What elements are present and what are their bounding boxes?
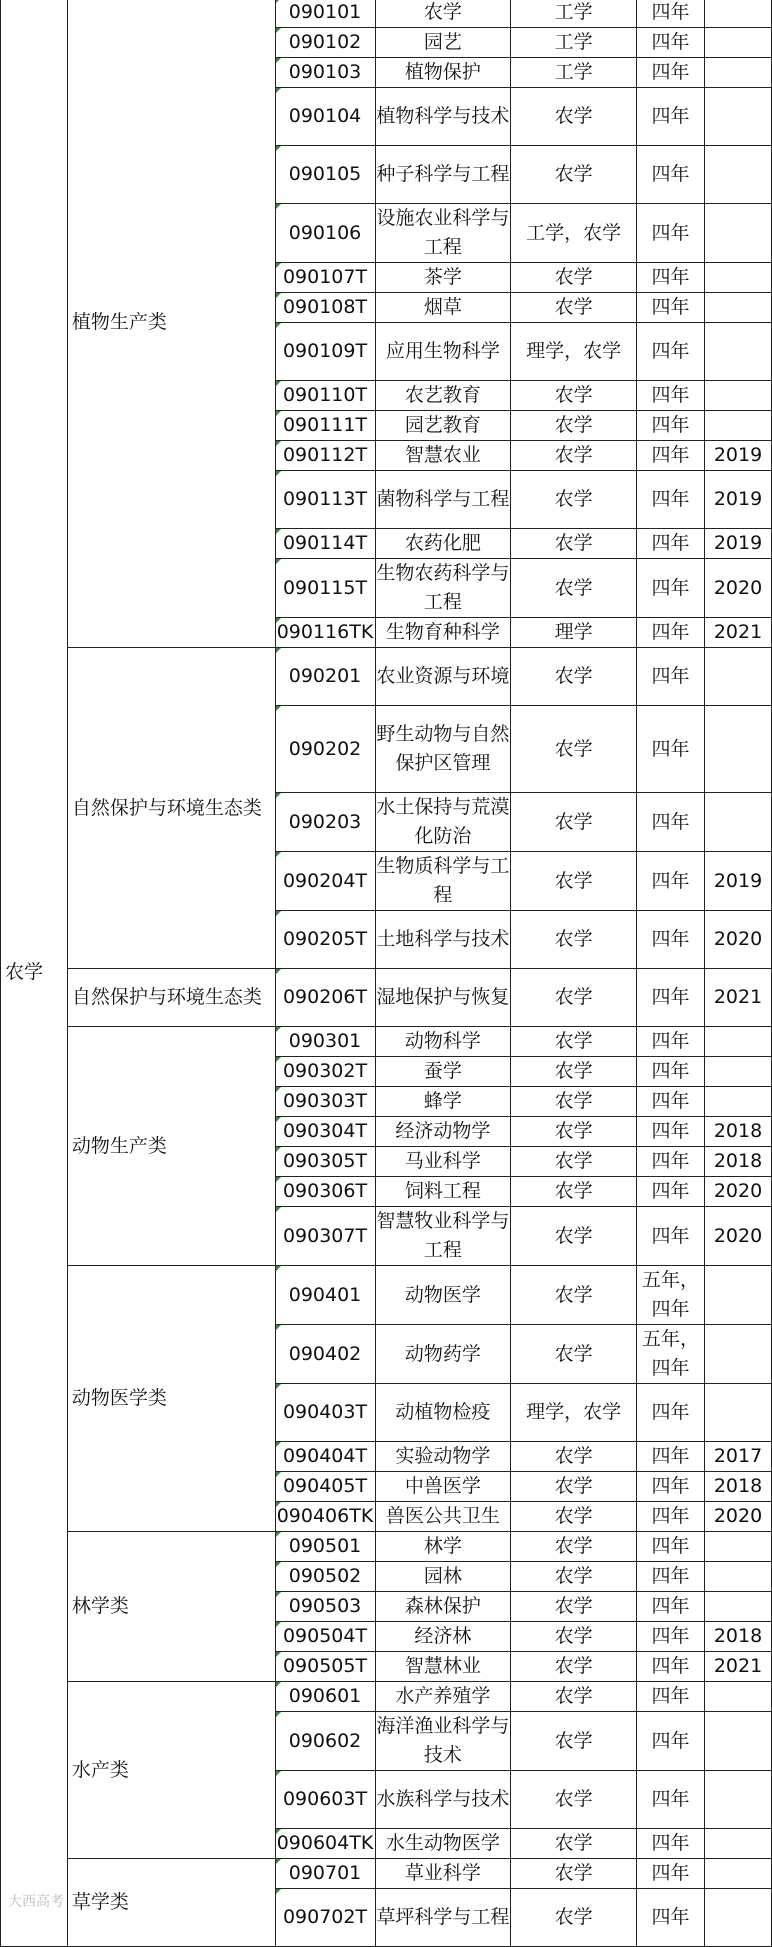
year-added-cell bbox=[705, 411, 772, 441]
corner-mark-icon bbox=[276, 706, 281, 711]
corner-mark-icon bbox=[276, 1057, 281, 1062]
degree-cell: 理学 bbox=[511, 618, 637, 648]
degree-cell: 农学 bbox=[511, 1502, 637, 1532]
table-row bbox=[1, 1266, 772, 1325]
name-cell: 蜂学 bbox=[375, 1087, 511, 1117]
years-cell: 四年 bbox=[637, 323, 705, 381]
year-added-cell: 2019 bbox=[705, 471, 772, 529]
corner-mark-icon bbox=[276, 1207, 281, 1212]
corner-mark-icon bbox=[276, 1325, 281, 1330]
degree-cell: 农学 bbox=[511, 381, 637, 411]
name-cell: 生物质科学与工程 bbox=[375, 852, 511, 911]
years-cell: 四年 bbox=[637, 793, 705, 852]
name-cell: 设施农业科学与工程 bbox=[375, 204, 511, 263]
code-cell: 090306T bbox=[275, 1177, 375, 1207]
code-cell: 090401 bbox=[275, 1266, 375, 1325]
years-cell: 四年 bbox=[637, 1177, 705, 1207]
category-cell: 草学类 bbox=[67, 1859, 275, 1947]
year-added-cell: 2018 bbox=[705, 1147, 772, 1177]
degree-cell: 农学 bbox=[511, 1117, 637, 1147]
years-cell: 四年 bbox=[637, 1207, 705, 1266]
years-cell: 四年 bbox=[637, 706, 705, 793]
name-cell: 海洋渔业科学与技术 bbox=[375, 1712, 511, 1771]
name-cell: 水土保持与荒漠化防治 bbox=[375, 793, 511, 852]
years-cell: 四年 bbox=[637, 1057, 705, 1087]
corner-mark-icon bbox=[276, 1472, 281, 1477]
degree-cell: 农学 bbox=[511, 911, 637, 969]
years-cell: 四年 bbox=[637, 969, 705, 1027]
degree-cell: 农学 bbox=[511, 411, 637, 441]
code-cell: 090106 bbox=[275, 204, 375, 263]
code-cell: 090105 bbox=[275, 146, 375, 204]
name-cell: 森林保护 bbox=[375, 1592, 511, 1622]
year-added-cell: 2020 bbox=[705, 1207, 772, 1266]
years-cell: 四年 bbox=[637, 529, 705, 559]
code-cell: 090102 bbox=[275, 28, 375, 58]
name-cell: 智慧牧业科学与工程 bbox=[375, 1207, 511, 1266]
year-added-cell bbox=[705, 1325, 772, 1384]
degree-cell: 农学 bbox=[511, 1682, 637, 1712]
corner-mark-icon bbox=[276, 28, 281, 33]
corner-mark-icon bbox=[276, 263, 281, 268]
corner-mark-icon bbox=[276, 381, 281, 386]
degree-cell: 农学 bbox=[511, 88, 637, 146]
table-row bbox=[1, 1027, 772, 1057]
code-cell: 090602 bbox=[275, 1712, 375, 1771]
name-cell: 农业资源与环境 bbox=[375, 648, 511, 706]
code-cell: 090114T bbox=[275, 529, 375, 559]
code-cell: 090305T bbox=[275, 1147, 375, 1177]
years-cell: 四年 bbox=[637, 1859, 705, 1889]
year-added-cell bbox=[705, 28, 772, 58]
code-cell: 090110T bbox=[275, 381, 375, 411]
name-cell: 实验动物学 bbox=[375, 1442, 511, 1472]
code-cell: 090201 bbox=[275, 648, 375, 706]
years-cell: 四年 bbox=[637, 1502, 705, 1532]
code-cell: 090505T bbox=[275, 1652, 375, 1682]
degree-cell: 农学 bbox=[511, 1057, 637, 1087]
years-cell: 四年 bbox=[637, 204, 705, 263]
years-cell: 四年 bbox=[637, 1472, 705, 1502]
category-cell: 动物生产类 bbox=[67, 1027, 275, 1266]
years-cell: 四年 bbox=[637, 1592, 705, 1622]
code-cell: 090104 bbox=[275, 88, 375, 146]
name-cell: 水生动物医学 bbox=[375, 1829, 511, 1859]
code-cell: 090601 bbox=[275, 1682, 375, 1712]
watermark-text: 大西高考 bbox=[8, 1894, 64, 1910]
degree-cell: 农学 bbox=[511, 969, 637, 1027]
years-cell: 四年 bbox=[637, 1652, 705, 1682]
year-added-cell bbox=[705, 648, 772, 706]
code-cell: 090404T bbox=[275, 1442, 375, 1472]
corner-mark-icon bbox=[276, 529, 281, 534]
years-cell: 四年 bbox=[637, 0, 705, 28]
degree-cell: 农学 bbox=[511, 1829, 637, 1859]
years-cell: 四年 bbox=[637, 559, 705, 618]
discipline-cell: 农学 bbox=[1, 0, 68, 1947]
year-added-cell bbox=[705, 293, 772, 323]
years-cell: 四年 bbox=[637, 1682, 705, 1712]
name-cell: 林学 bbox=[375, 1532, 511, 1562]
years-cell: 四年 bbox=[637, 911, 705, 969]
year-added-cell bbox=[705, 1087, 772, 1117]
code-cell: 090303T bbox=[275, 1087, 375, 1117]
code-cell: 090113T bbox=[275, 471, 375, 529]
degree-cell: 工学 bbox=[511, 0, 637, 28]
year-added-cell bbox=[705, 1532, 772, 1562]
year-added-cell bbox=[705, 146, 772, 204]
degree-cell: 农学 bbox=[511, 1177, 637, 1207]
category-cell: 自然保护与环境生态类 bbox=[67, 648, 275, 969]
year-added-cell: 2019 bbox=[705, 441, 772, 471]
years-cell: 四年 bbox=[637, 146, 705, 204]
name-cell: 草业科学 bbox=[375, 1859, 511, 1889]
degree-cell: 农学 bbox=[511, 1771, 637, 1829]
name-cell: 农药化肥 bbox=[375, 529, 511, 559]
code-cell: 090206T bbox=[275, 969, 375, 1027]
category-cell: 植物生产类 bbox=[67, 0, 275, 648]
year-added-cell bbox=[705, 1562, 772, 1592]
name-cell: 水产养殖学 bbox=[375, 1682, 511, 1712]
corner-mark-icon bbox=[276, 969, 281, 974]
years-cell: 四年 bbox=[637, 1027, 705, 1057]
corner-mark-icon bbox=[276, 1889, 281, 1894]
degree-cell: 农学 bbox=[511, 1266, 637, 1325]
name-cell: 农学 bbox=[375, 0, 511, 28]
year-added-cell bbox=[705, 263, 772, 293]
code-cell: 090109T bbox=[275, 323, 375, 381]
years-cell: 四年 bbox=[637, 1087, 705, 1117]
years-cell: 四年 bbox=[637, 58, 705, 88]
name-cell: 园艺教育 bbox=[375, 411, 511, 441]
year-added-cell: 2020 bbox=[705, 1502, 772, 1532]
degree-cell: 农学 bbox=[511, 1325, 637, 1384]
degree-cell: 农学 bbox=[511, 706, 637, 793]
degree-cell: 农学 bbox=[511, 1622, 637, 1652]
year-added-cell bbox=[705, 1057, 772, 1087]
name-cell: 园艺 bbox=[375, 28, 511, 58]
year-added-cell: 2019 bbox=[705, 852, 772, 911]
years-cell: 五年，四年 bbox=[637, 1266, 705, 1325]
corner-mark-icon bbox=[276, 911, 281, 916]
code-cell: 090108T bbox=[275, 293, 375, 323]
years-cell: 四年 bbox=[637, 381, 705, 411]
code-cell: 090402 bbox=[275, 1325, 375, 1384]
name-cell: 生物育种科学 bbox=[375, 618, 511, 648]
year-added-cell: 2021 bbox=[705, 969, 772, 1027]
name-cell: 农艺教育 bbox=[375, 381, 511, 411]
years-cell: 四年 bbox=[637, 648, 705, 706]
code-cell: 090405T bbox=[275, 1472, 375, 1502]
degree-cell: 理学，农学 bbox=[511, 323, 637, 381]
degree-cell: 农学 bbox=[511, 1472, 637, 1502]
corner-mark-icon bbox=[276, 204, 281, 209]
degree-cell: 农学 bbox=[511, 471, 637, 529]
code-cell: 090604TK bbox=[275, 1829, 375, 1859]
degree-cell: 农学 bbox=[511, 1207, 637, 1266]
years-cell: 四年 bbox=[637, 1622, 705, 1652]
table-row bbox=[1, 1682, 772, 1712]
name-cell: 兽医公共卫生 bbox=[375, 1502, 511, 1532]
years-cell: 四年 bbox=[637, 1829, 705, 1859]
code-cell: 090301 bbox=[275, 1027, 375, 1057]
year-added-cell: 2021 bbox=[705, 1652, 772, 1682]
corner-mark-icon bbox=[276, 1027, 281, 1032]
corner-mark-icon bbox=[276, 1384, 281, 1389]
years-cell: 四年 bbox=[637, 471, 705, 529]
corner-mark-icon bbox=[276, 1177, 281, 1182]
corner-mark-icon bbox=[276, 58, 281, 63]
degree-cell: 农学 bbox=[511, 1592, 637, 1622]
name-cell: 饲料工程 bbox=[375, 1177, 511, 1207]
year-added-cell: 2020 bbox=[705, 911, 772, 969]
code-cell: 090702T bbox=[275, 1889, 375, 1947]
degree-cell: 农学 bbox=[511, 852, 637, 911]
name-cell: 动物科学 bbox=[375, 1027, 511, 1057]
corner-mark-icon bbox=[276, 1682, 281, 1687]
corner-mark-icon bbox=[276, 1771, 281, 1776]
years-cell: 四年 bbox=[637, 28, 705, 58]
name-cell: 草坪科学与工程 bbox=[375, 1889, 511, 1947]
degree-cell: 农学 bbox=[511, 559, 637, 618]
name-cell: 应用生物科学 bbox=[375, 323, 511, 381]
corner-mark-icon bbox=[276, 0, 281, 3]
corner-mark-icon bbox=[276, 1147, 281, 1152]
degree-cell: 农学 bbox=[511, 648, 637, 706]
years-cell: 四年 bbox=[637, 852, 705, 911]
year-added-cell: 2017 bbox=[705, 1442, 772, 1472]
code-cell: 090304T bbox=[275, 1117, 375, 1147]
degree-cell: 农学 bbox=[511, 293, 637, 323]
name-cell: 土地科学与技术 bbox=[375, 911, 511, 969]
corner-mark-icon bbox=[276, 323, 281, 328]
years-cell: 五年，四年 bbox=[637, 1325, 705, 1384]
code-cell: 090203 bbox=[275, 793, 375, 852]
code-cell: 090103 bbox=[275, 58, 375, 88]
years-cell: 四年 bbox=[637, 293, 705, 323]
name-cell: 经济动物学 bbox=[375, 1117, 511, 1147]
code-cell: 090112T bbox=[275, 441, 375, 471]
corner-mark-icon bbox=[276, 441, 281, 446]
year-added-cell bbox=[705, 1682, 772, 1712]
degree-cell: 农学 bbox=[511, 1712, 637, 1771]
name-cell: 动物药学 bbox=[375, 1325, 511, 1384]
degree-cell: 农学 bbox=[511, 1652, 637, 1682]
table-row bbox=[1, 1532, 772, 1562]
corner-mark-icon bbox=[276, 146, 281, 151]
corner-mark-icon bbox=[276, 1652, 281, 1657]
year-added-cell: 2020 bbox=[705, 559, 772, 618]
table-row bbox=[1, 0, 772, 28]
category-cell: 动物医学类 bbox=[67, 1266, 275, 1532]
corner-mark-icon bbox=[276, 1829, 281, 1834]
code-cell: 090701 bbox=[275, 1859, 375, 1889]
corner-mark-icon bbox=[276, 293, 281, 298]
years-cell: 四年 bbox=[637, 1562, 705, 1592]
degree-cell: 农学 bbox=[511, 146, 637, 204]
years-cell: 四年 bbox=[637, 88, 705, 146]
code-cell: 090107T bbox=[275, 263, 375, 293]
name-cell: 智慧农业 bbox=[375, 441, 511, 471]
name-cell: 野生动物与自然保护区管理 bbox=[375, 706, 511, 793]
year-added-cell bbox=[705, 1889, 772, 1947]
degree-cell: 工学 bbox=[511, 28, 637, 58]
year-added-cell: 2021 bbox=[705, 618, 772, 648]
code-cell: 090603T bbox=[275, 1771, 375, 1829]
corner-mark-icon bbox=[276, 1622, 281, 1627]
code-cell: 090502 bbox=[275, 1562, 375, 1592]
corner-mark-icon bbox=[276, 1117, 281, 1122]
degree-cell: 农学 bbox=[511, 793, 637, 852]
years-cell: 四年 bbox=[637, 1771, 705, 1829]
years-cell: 四年 bbox=[637, 1147, 705, 1177]
code-cell: 090504T bbox=[275, 1622, 375, 1652]
corner-mark-icon bbox=[276, 1859, 281, 1864]
corner-mark-icon bbox=[276, 471, 281, 476]
code-cell: 090111T bbox=[275, 411, 375, 441]
years-cell: 四年 bbox=[637, 1384, 705, 1442]
corner-mark-icon bbox=[276, 1442, 281, 1447]
degree-cell: 农学 bbox=[511, 1442, 637, 1472]
degree-cell: 农学 bbox=[511, 529, 637, 559]
corner-mark-icon bbox=[276, 852, 281, 857]
year-added-cell bbox=[705, 1592, 772, 1622]
code-cell: 090406TK bbox=[275, 1502, 375, 1532]
name-cell: 生物农药科学与工程 bbox=[375, 559, 511, 618]
years-cell: 四年 bbox=[637, 618, 705, 648]
name-cell: 湿地保护与恢复 bbox=[375, 969, 511, 1027]
year-added-cell bbox=[705, 323, 772, 381]
years-cell: 四年 bbox=[637, 1442, 705, 1472]
corner-mark-icon bbox=[276, 618, 281, 623]
degree-cell: 工学 bbox=[511, 58, 637, 88]
corner-mark-icon bbox=[276, 88, 281, 93]
years-cell: 四年 bbox=[637, 1889, 705, 1947]
code-cell: 090204T bbox=[275, 852, 375, 911]
name-cell: 种子科学与工程 bbox=[375, 146, 511, 204]
degree-cell: 农学 bbox=[511, 1859, 637, 1889]
year-added-cell bbox=[705, 88, 772, 146]
year-added-cell bbox=[705, 1712, 772, 1771]
year-added-cell bbox=[705, 0, 772, 28]
category-cell: 水产类 bbox=[67, 1682, 275, 1859]
years-cell: 四年 bbox=[637, 1532, 705, 1562]
table-row bbox=[1, 969, 772, 1027]
degree-cell: 理学，农学 bbox=[511, 1384, 637, 1442]
code-cell: 090307T bbox=[275, 1207, 375, 1266]
name-cell: 水族科学与技术 bbox=[375, 1771, 511, 1829]
name-cell: 蚕学 bbox=[375, 1057, 511, 1087]
code-cell: 090503 bbox=[275, 1592, 375, 1622]
years-cell: 四年 bbox=[637, 411, 705, 441]
code-cell: 090302T bbox=[275, 1057, 375, 1087]
name-cell: 智慧林业 bbox=[375, 1652, 511, 1682]
year-added-cell bbox=[705, 706, 772, 793]
years-cell: 四年 bbox=[637, 1712, 705, 1771]
year-added-cell bbox=[705, 1266, 772, 1325]
corner-mark-icon bbox=[276, 648, 281, 653]
corner-mark-icon bbox=[276, 1562, 281, 1567]
year-added-cell bbox=[705, 1771, 772, 1829]
degree-cell: 农学 bbox=[511, 1889, 637, 1947]
year-added-cell bbox=[705, 793, 772, 852]
degree-cell: 农学 bbox=[511, 441, 637, 471]
year-added-cell: 2018 bbox=[705, 1117, 772, 1147]
year-added-cell bbox=[705, 204, 772, 263]
name-cell: 中兽医学 bbox=[375, 1472, 511, 1502]
table-row bbox=[1, 1859, 772, 1889]
year-added-cell bbox=[705, 1384, 772, 1442]
corner-mark-icon bbox=[276, 1712, 281, 1717]
year-added-cell bbox=[705, 381, 772, 411]
corner-mark-icon bbox=[276, 1532, 281, 1537]
category-cell: 自然保护与环境生态类 bbox=[67, 969, 275, 1027]
table-row bbox=[1, 648, 772, 706]
degree-cell: 农学 bbox=[511, 1562, 637, 1592]
degree-cell: 农学 bbox=[511, 1027, 637, 1057]
years-cell: 四年 bbox=[637, 441, 705, 471]
degree-cell: 农学 bbox=[511, 1532, 637, 1562]
name-cell: 园林 bbox=[375, 1562, 511, 1592]
name-cell: 动植物检疫 bbox=[375, 1384, 511, 1442]
year-added-cell: 2019 bbox=[705, 529, 772, 559]
name-cell: 动物医学 bbox=[375, 1266, 511, 1325]
code-cell: 090403T bbox=[275, 1384, 375, 1442]
corner-mark-icon bbox=[276, 1592, 281, 1597]
code-cell: 090115T bbox=[275, 559, 375, 618]
year-added-cell: 2018 bbox=[705, 1622, 772, 1652]
year-added-cell bbox=[705, 58, 772, 88]
degree-cell: 农学 bbox=[511, 1087, 637, 1117]
name-cell: 经济林 bbox=[375, 1622, 511, 1652]
code-cell: 090205T bbox=[275, 911, 375, 969]
name-cell: 植物科学与技术 bbox=[375, 88, 511, 146]
year-added-cell bbox=[705, 1027, 772, 1057]
corner-mark-icon bbox=[276, 1502, 281, 1507]
degree-cell: 工学，农学 bbox=[511, 204, 637, 263]
years-cell: 四年 bbox=[637, 1117, 705, 1147]
corner-mark-icon bbox=[276, 559, 281, 564]
years-cell: 四年 bbox=[637, 263, 705, 293]
year-added-cell bbox=[705, 1829, 772, 1859]
name-cell: 马业科学 bbox=[375, 1147, 511, 1177]
code-cell: 090202 bbox=[275, 706, 375, 793]
name-cell: 植物保护 bbox=[375, 58, 511, 88]
year-added-cell: 2018 bbox=[705, 1472, 772, 1502]
corner-mark-icon bbox=[276, 793, 281, 798]
code-cell: 090116TK bbox=[275, 618, 375, 648]
degree-cell: 农学 bbox=[511, 263, 637, 293]
code-cell: 090101 bbox=[275, 0, 375, 28]
degree-cell: 农学 bbox=[511, 1147, 637, 1177]
name-cell: 菌物科学与工程 bbox=[375, 471, 511, 529]
corner-mark-icon bbox=[276, 411, 281, 416]
name-cell: 茶学 bbox=[375, 263, 511, 293]
year-added-cell bbox=[705, 1859, 772, 1889]
name-cell: 烟草 bbox=[375, 293, 511, 323]
year-added-cell: 2020 bbox=[705, 1177, 772, 1207]
code-cell: 090501 bbox=[275, 1532, 375, 1562]
corner-mark-icon bbox=[276, 1087, 281, 1092]
category-cell: 林学类 bbox=[67, 1532, 275, 1682]
corner-mark-icon bbox=[276, 1266, 281, 1271]
